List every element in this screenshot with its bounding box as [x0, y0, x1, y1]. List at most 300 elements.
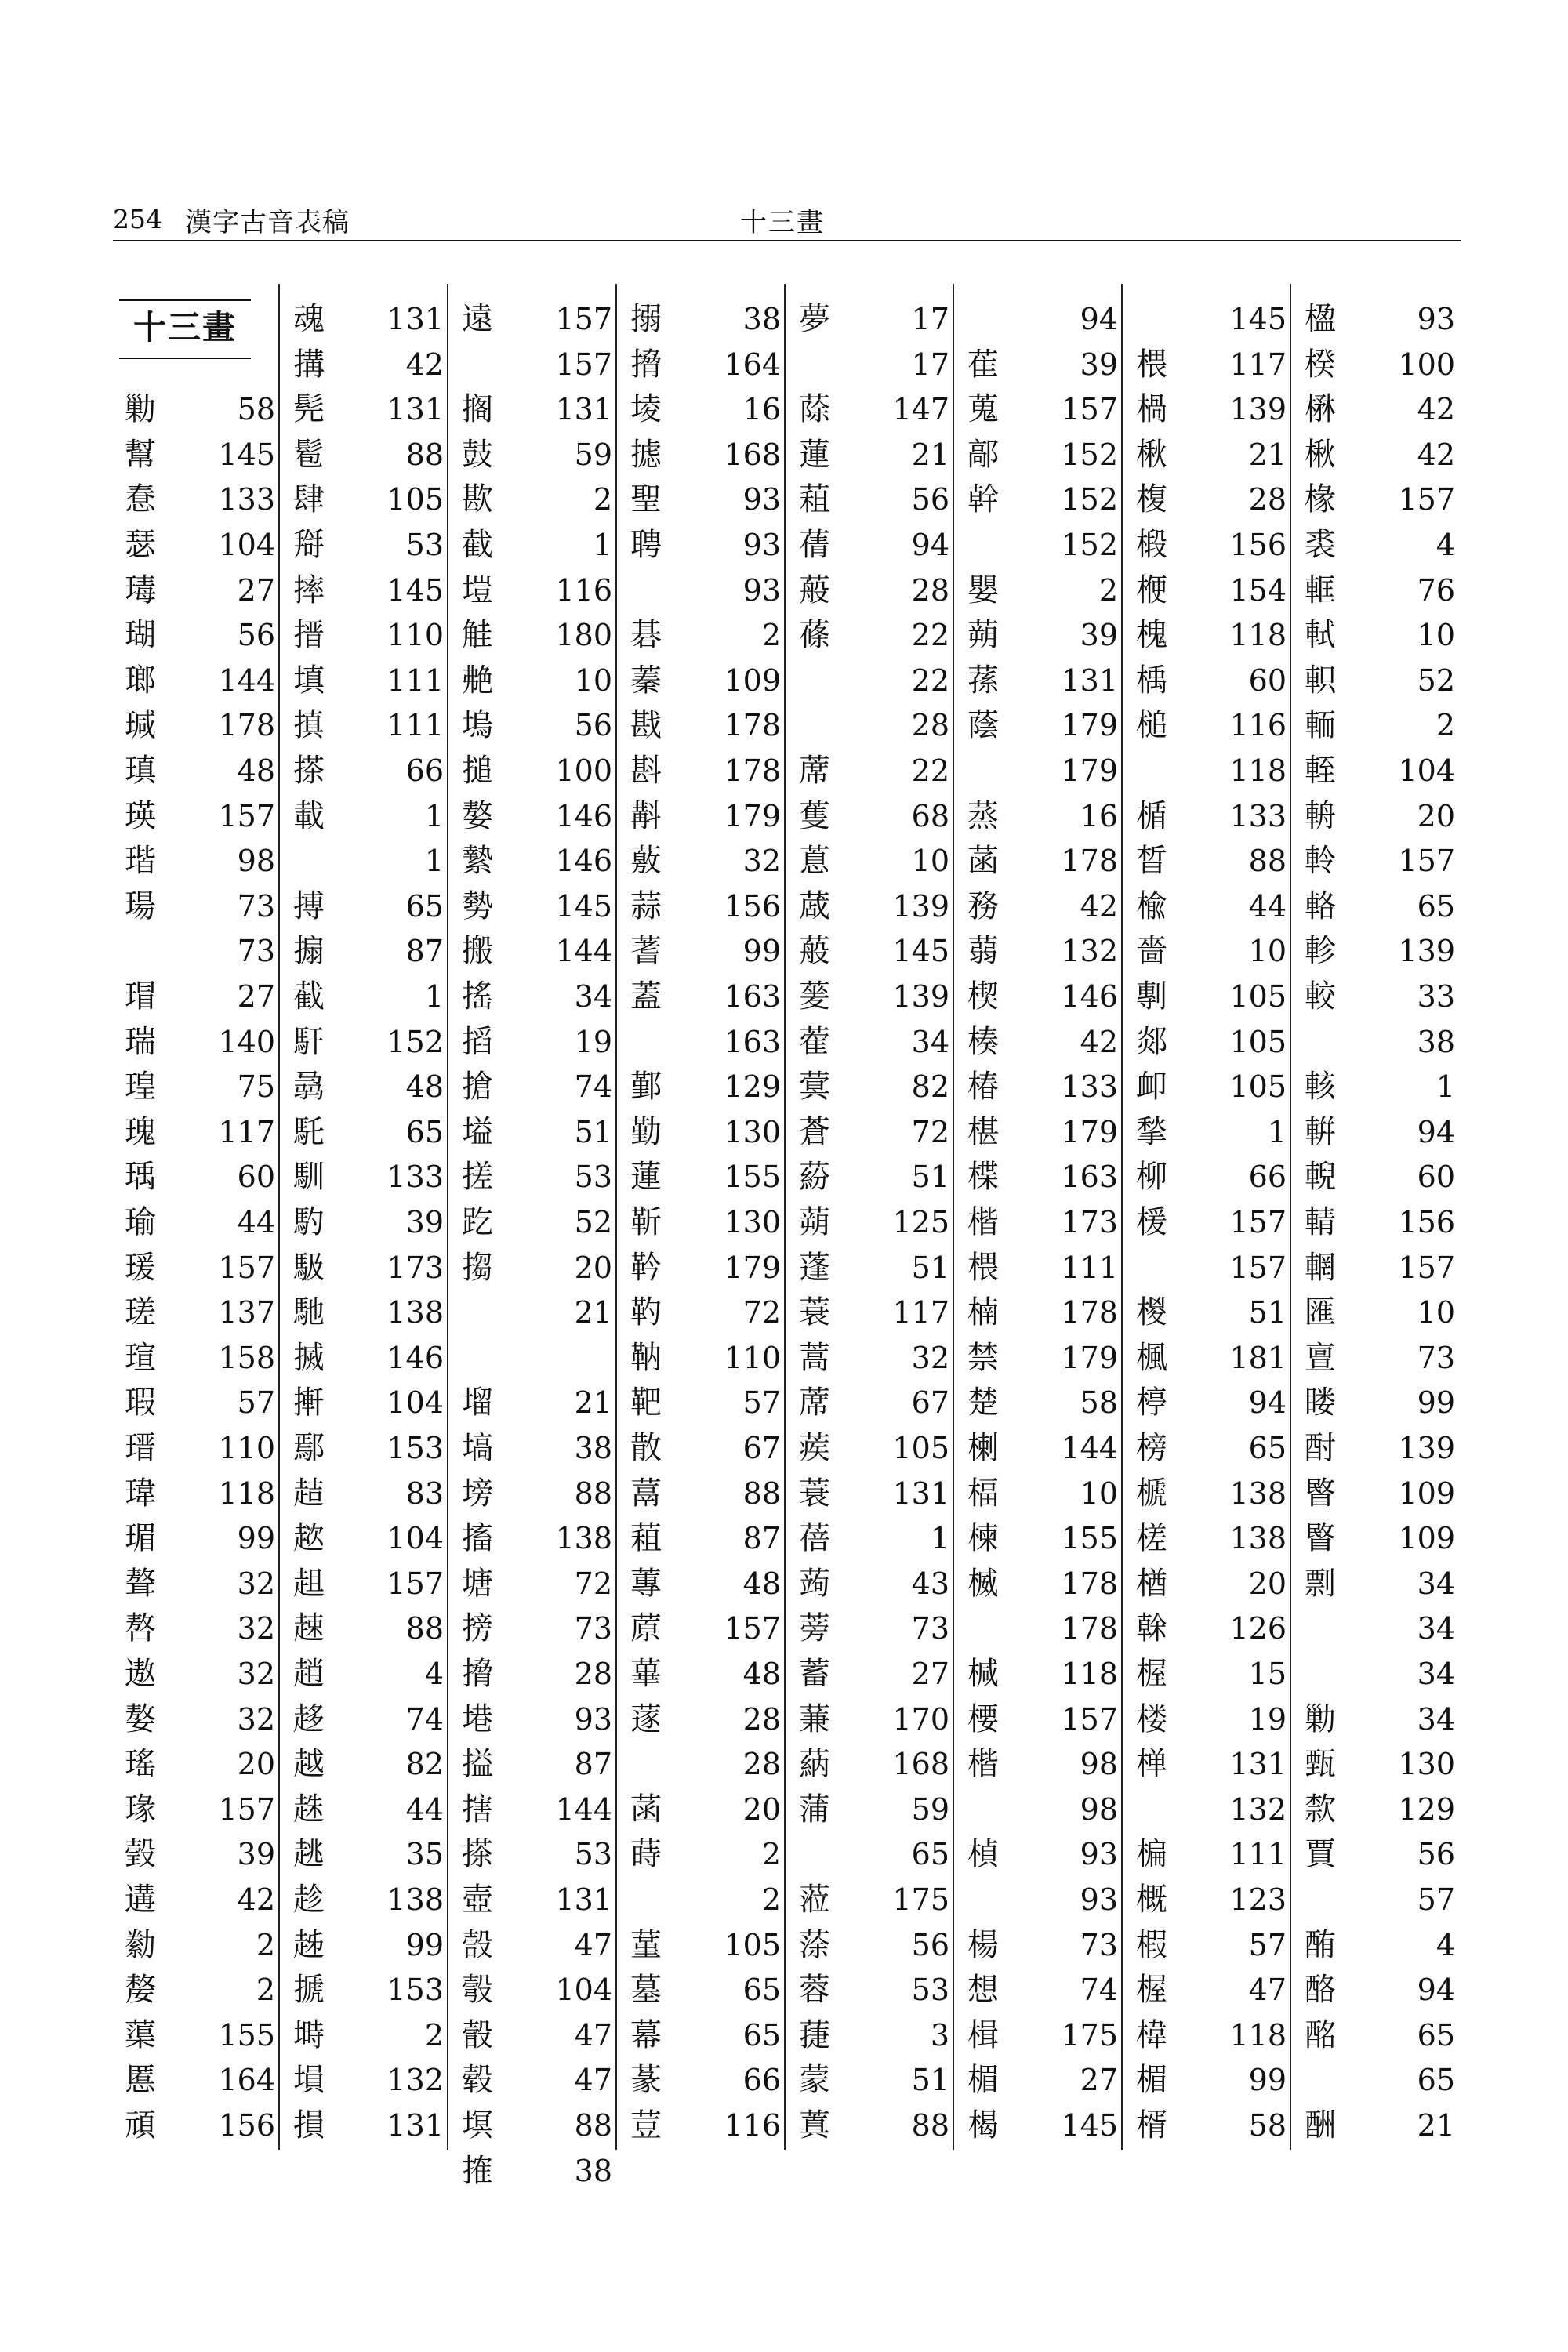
entry-page-number: 111	[1061, 1250, 1118, 1285]
index-entry	[1293, 2013, 1461, 2058]
entry-page-number: 104	[1398, 753, 1455, 788]
index-entry	[1124, 1200, 1293, 1245]
entry-character: 較	[1305, 978, 1336, 1014]
entry-page-number: 117	[892, 1295, 949, 1330]
index-entry	[281, 1290, 450, 1335]
index-entry	[281, 793, 450, 839]
index-entry	[787, 974, 956, 1019]
index-entry	[619, 1515, 787, 1561]
entry-page-number: 28	[742, 1747, 781, 1782]
entry-page-number: 146	[1061, 979, 1118, 1014]
entry-character: 睯	[1305, 1475, 1336, 1512]
index-entry	[113, 1064, 281, 1109]
entry-character: 楔	[967, 978, 999, 1014]
index-entry	[281, 1787, 450, 1832]
entry-character: 搳	[462, 1791, 493, 1828]
entry-character: 惷	[125, 481, 156, 518]
index-entry	[619, 1922, 787, 1968]
entry-page-number: 131	[555, 1882, 612, 1917]
index-entry	[281, 1200, 450, 1245]
entry-page-number: 65	[405, 888, 444, 924]
index-entry	[1293, 522, 1461, 568]
index-entry	[619, 568, 787, 613]
entry-page-number: 2	[424, 2017, 444, 2053]
index-entry	[787, 838, 956, 884]
index-entry	[787, 1064, 956, 1109]
entry-character: 椹	[967, 1113, 999, 1150]
index-entry	[1124, 1425, 1293, 1471]
entry-character: 蔭	[967, 707, 999, 744]
entry-page-number: 58	[1248, 2108, 1287, 2143]
index-entry	[1293, 296, 1461, 342]
entry-page-number: 157	[1398, 844, 1455, 879]
entry-character: 搢	[293, 617, 325, 654]
entry-page-number: 57	[1248, 1927, 1287, 1962]
entry-character: 槌	[1136, 707, 1167, 744]
index-entry	[450, 1200, 619, 1245]
entry-character: 楯	[1136, 797, 1167, 834]
index-entry	[113, 387, 281, 432]
entry-page-number: 110	[387, 618, 444, 653]
entry-character: 塓	[462, 2107, 493, 2143]
entry-page-number: 100	[555, 753, 612, 788]
entry-page-number: 34	[1417, 1657, 1455, 1691]
entry-page-number: 157	[555, 347, 612, 382]
entry-page-number: 144	[555, 934, 612, 969]
entry-character: 輧	[1305, 1113, 1336, 1150]
entry-character: 菡	[630, 1791, 662, 1828]
entry-character: 彀	[462, 1972, 493, 2009]
entry-page-number: 56	[237, 618, 275, 653]
entry-page-number: 48	[742, 1566, 781, 1601]
entry-character: 椶	[1136, 1294, 1167, 1331]
index-entry	[1124, 1697, 1293, 1742]
entry-character: 楷	[967, 1746, 999, 1783]
entry-character: 蓂	[799, 1069, 830, 1105]
entry-character: 遠	[462, 301, 493, 337]
entry-character: 楣	[1136, 2062, 1167, 2099]
entry-page-number: 131	[555, 392, 612, 427]
entry-page-number: 34	[1417, 1566, 1455, 1601]
entry-character: 艴	[462, 662, 493, 699]
entry-page-number: 27	[1080, 2063, 1118, 2098]
entry-character: 聘	[630, 527, 662, 563]
index-entry	[619, 342, 787, 387]
entry-character: 搁	[462, 391, 493, 428]
entry-page-number: 110	[724, 1340, 781, 1375]
entry-character: 楇	[1136, 391, 1167, 428]
entry-character: 遨	[125, 1656, 156, 1692]
entry-page-number: 118	[1229, 753, 1287, 788]
entry-character: 瑕	[125, 1385, 156, 1421]
index-entry	[787, 2057, 956, 2103]
index-entry	[113, 1606, 281, 1651]
index-entry	[787, 522, 956, 568]
entry-character: 瑒	[125, 887, 156, 924]
entry-character: 斟	[630, 753, 662, 789]
entry-page-number: 83	[405, 1475, 444, 1511]
entry-page-number: 27	[911, 1657, 949, 1691]
entry-character: 嫯	[125, 1700, 156, 1737]
entry-character: 搽	[293, 753, 325, 789]
index-entry	[450, 2057, 619, 2103]
index-entry	[113, 1154, 281, 1200]
entry-page-number: 155	[1061, 1521, 1118, 1556]
index-entry	[281, 1471, 450, 1516]
entry-page-number: 123	[1229, 1882, 1287, 1917]
entry-character: 嫠	[125, 1972, 156, 2009]
entry-page-number: 20	[1417, 798, 1455, 833]
entry-character: 蓉	[799, 1972, 830, 2009]
index-entry	[787, 342, 956, 387]
index-entry	[281, 1064, 450, 1109]
entry-page-number: 15	[1248, 1657, 1287, 1691]
index-entry	[113, 1471, 281, 1516]
index-entry	[619, 612, 787, 658]
entry-page-number: 130	[1398, 1747, 1455, 1782]
entry-character: 搚	[462, 1656, 493, 1692]
index-entry	[1124, 1606, 1293, 1651]
entry-character: 蒠	[799, 843, 830, 880]
entry-character: 髡	[293, 391, 325, 428]
entry-page-number: 4	[1436, 1927, 1455, 1962]
entry-character: 楚	[967, 1385, 999, 1421]
entry-character: 蒲	[799, 1791, 830, 1828]
entry-page-number: 152	[387, 1024, 444, 1059]
entry-character: 蒸	[967, 797, 999, 834]
entry-character: 蒩	[799, 481, 830, 518]
entry-page-number: 179	[1061, 1340, 1118, 1375]
index-entry	[956, 2057, 1124, 2103]
entry-character: 搖	[462, 978, 493, 1014]
entry-page-number: 44	[1248, 888, 1287, 924]
entry-character: 榹	[1136, 1475, 1167, 1512]
index-entry	[113, 1741, 281, 1787]
entry-character: 搽	[462, 1836, 493, 1873]
entry-character: 嗀	[462, 1926, 493, 1963]
index-entry	[1293, 793, 1461, 839]
index-entry	[956, 1651, 1124, 1697]
entry-character: 摔	[293, 572, 325, 608]
entry-character: 蓋	[630, 978, 662, 1014]
index-entry	[619, 1471, 787, 1516]
index-entry	[956, 568, 1124, 613]
entry-character: 搟	[293, 1385, 325, 1421]
entry-page-number: 3	[930, 2017, 949, 2053]
entry-page-number: 22	[911, 618, 949, 653]
index-entry	[1124, 1471, 1293, 1516]
entry-page-number: 82	[911, 1069, 949, 1105]
entry-page-number: 157	[1229, 1205, 1287, 1240]
index-entry	[1124, 838, 1293, 884]
index-entry	[1124, 658, 1293, 703]
index-entry	[1124, 1380, 1293, 1425]
entry-character: 塝	[462, 1475, 493, 1512]
entry-page-number: 34	[1417, 1611, 1455, 1646]
entry-page-number: 59	[911, 1791, 949, 1827]
entry-character: 瑄	[125, 1339, 156, 1376]
index-entry	[113, 1967, 281, 2013]
entry-page-number: 153	[387, 1431, 444, 1465]
entry-page-number: 21	[1417, 2108, 1455, 2143]
entry-page-number: 20	[237, 1747, 275, 1782]
index-entry	[1293, 477, 1461, 522]
entry-page-number: 93	[742, 482, 781, 517]
entry-page-number: 74	[574, 1069, 612, 1105]
index-entry	[113, 1019, 281, 1065]
entry-page-number: 52	[1417, 662, 1455, 698]
entry-page-number: 88	[1248, 844, 1287, 879]
entry-character: 荳	[630, 2107, 662, 2143]
entry-page-number: 154	[1229, 572, 1287, 608]
index-entry	[1293, 1787, 1461, 1832]
index-entry	[1124, 974, 1293, 1019]
index-entry	[450, 1154, 619, 1200]
entry-page-number: 20	[742, 1791, 781, 1827]
index-entry	[1293, 1651, 1461, 1697]
entry-character: 楲	[967, 1565, 999, 1602]
entry-character: 概	[1136, 1882, 1167, 1918]
index-entry	[619, 974, 787, 1019]
entry-character: 塢	[462, 707, 493, 744]
index-entry	[1293, 1606, 1461, 1651]
index-entry	[113, 1380, 281, 1425]
entry-page-number: 131	[387, 302, 444, 336]
index-entry	[956, 2103, 1124, 2148]
entry-character: 髱	[293, 436, 325, 473]
index-entry	[619, 748, 787, 793]
entry-character: 頑	[125, 2107, 156, 2143]
entry-page-number: 73	[911, 1611, 949, 1646]
entry-character: 肆	[293, 481, 325, 518]
entry-character: 蒙	[799, 2062, 830, 2099]
index-entry	[1293, 748, 1461, 793]
entry-character: 趙	[293, 1656, 325, 1692]
entry-page-number: 145	[1061, 2108, 1118, 2143]
entry-character: 楢	[1136, 1565, 1167, 1602]
index-entry	[281, 1109, 450, 1155]
index-entry	[450, 1109, 619, 1155]
entry-character: 趀	[293, 1926, 325, 1963]
entry-page-number: 42	[1080, 1024, 1118, 1059]
entry-character: 勦	[1305, 1700, 1336, 1737]
entry-character: 塤	[293, 2062, 325, 2099]
entry-page-number: 155	[724, 1160, 781, 1195]
entry-character: 趚	[293, 1610, 325, 1647]
index-entry	[1293, 1697, 1461, 1742]
entry-character: 靲	[630, 1249, 662, 1286]
entry-character: 剽	[1305, 1565, 1336, 1602]
entry-character: 蒹	[799, 1700, 830, 1737]
index-entry	[956, 1515, 1124, 1561]
index-entry	[1293, 884, 1461, 929]
index-entry	[450, 387, 619, 432]
entry-character: 蒰	[799, 933, 830, 970]
entry-character: 搆	[293, 346, 325, 383]
entry-character: 趑	[293, 1520, 325, 1557]
entry-page-number: 59	[574, 437, 612, 472]
index-entry	[787, 1380, 956, 1425]
entry-character: 瑗	[125, 1249, 156, 1286]
index-entry	[956, 1290, 1124, 1335]
entry-page-number: 88	[405, 437, 444, 472]
entry-page-number: 157	[387, 1566, 444, 1601]
index-entry	[1293, 2103, 1461, 2148]
index-entry	[1124, 1831, 1293, 1877]
entry-character: 楊	[967, 1926, 999, 1963]
index-entry	[113, 928, 281, 974]
index-entry	[1124, 2057, 1293, 2103]
entry-page-number: 65	[1417, 2063, 1455, 2098]
entry-character: 楆	[967, 1700, 999, 1737]
entry-page-number: 139	[892, 979, 949, 1014]
entry-page-number: 133	[387, 1160, 444, 1195]
entry-page-number: 178	[1061, 844, 1118, 879]
entry-character: 趁	[293, 1882, 325, 1918]
entry-character: 瑇	[125, 572, 156, 608]
column-divider	[1121, 284, 1123, 2150]
entry-character: 蓑	[799, 1475, 830, 1512]
entry-character: 瑤	[125, 1746, 156, 1783]
entry-page-number: 118	[1061, 1657, 1118, 1691]
entry-page-number: 98	[1080, 1791, 1118, 1827]
index-entry	[113, 884, 281, 929]
entry-character: 蒢	[799, 391, 830, 428]
entry-character: 嫯	[462, 797, 493, 834]
entry-page-number: 138	[387, 1882, 444, 1917]
index-entry	[450, 1290, 619, 1335]
entry-page-number: 22	[911, 662, 949, 698]
index-entry	[1293, 974, 1461, 1019]
entry-page-number: 19	[574, 1024, 612, 1059]
index-entry	[787, 387, 956, 432]
entry-character: 蒡	[799, 1610, 830, 1647]
entry-page-number: 104	[555, 1973, 612, 2008]
entry-character: 瑰	[125, 1113, 156, 1150]
index-entry	[281, 1019, 450, 1065]
index-entry	[619, 477, 787, 522]
entry-page-number: 130	[724, 1114, 781, 1149]
index-entry	[281, 1697, 450, 1742]
entry-page-number: 93	[1417, 302, 1455, 336]
entry-character: 蓌	[799, 978, 830, 1014]
entry-page-number: 118	[218, 1475, 275, 1511]
entry-page-number: 67	[911, 1385, 949, 1421]
index-entry	[1293, 1922, 1461, 1968]
entry-page-number: 145	[892, 934, 949, 969]
header-rule	[113, 240, 1461, 241]
index-entry	[619, 387, 787, 432]
index-entry	[1293, 1831, 1461, 1877]
entry-character: 蒟	[799, 1565, 830, 1602]
index-entry	[1293, 1741, 1461, 1787]
entry-page-number: 178	[724, 753, 781, 788]
index-entry	[787, 1922, 956, 1968]
index-entry	[1293, 1515, 1461, 1561]
entry-character: 裘	[1305, 527, 1336, 563]
index-entry	[956, 477, 1124, 522]
index-entry	[113, 1561, 281, 1606]
index-entry	[281, 387, 450, 432]
index-entry	[1124, 1290, 1293, 1335]
index-entry	[281, 884, 450, 929]
entry-page-number: 2	[761, 1837, 781, 1872]
index-entry	[619, 702, 787, 748]
index-column	[1293, 284, 1461, 2150]
entry-page-number: 52	[574, 1205, 612, 1240]
index-entry	[450, 2013, 619, 2058]
entry-character: 楟	[1136, 1385, 1167, 1421]
entry-page-number: 10	[1417, 618, 1455, 653]
entry-page-number: 100	[1398, 347, 1455, 382]
entry-character: 嬰	[967, 572, 999, 608]
entry-character: 蒤	[799, 1926, 830, 1963]
entry-character: 摅	[630, 436, 662, 473]
entry-page-number: 51	[911, 2063, 949, 2098]
entry-character: 蒜	[630, 887, 662, 924]
entry-page-number: 146	[555, 844, 612, 879]
index-entry	[450, 702, 619, 748]
index-entry	[787, 1606, 956, 1651]
entry-page-number: 17	[911, 347, 949, 382]
index-entry	[450, 1471, 619, 1516]
entry-page-number: 58	[237, 392, 275, 427]
entry-character: 蒞	[799, 1882, 830, 1918]
entry-character: 幫	[125, 436, 156, 473]
entry-character: 縶	[462, 843, 493, 880]
entry-page-number: 139	[892, 888, 949, 924]
index-entry	[1124, 432, 1293, 477]
entry-page-number: 99	[742, 934, 781, 969]
entry-page-number: 82	[405, 1747, 444, 1782]
entry-page-number: 65	[742, 2017, 781, 2053]
index-entry	[956, 522, 1124, 568]
entry-page-number: 32	[237, 1611, 275, 1646]
index-entry	[450, 2103, 619, 2148]
index-entry	[113, 1515, 281, 1561]
entry-page-number: 99	[1417, 1385, 1455, 1421]
entry-character: 搓	[462, 1159, 493, 1196]
entry-character: 塧	[462, 1113, 493, 1150]
entry-page-number: 28	[1248, 482, 1287, 517]
entry-page-number: 21	[574, 1295, 612, 1330]
index-entry	[281, 522, 450, 568]
index-entry	[1293, 387, 1461, 432]
entry-page-number: 16	[742, 392, 781, 427]
entry-page-number: 56	[911, 1927, 949, 1962]
index-entry	[956, 612, 1124, 658]
entry-page-number: 42	[237, 1882, 275, 1917]
index-entry	[619, 838, 787, 884]
entry-character: 蓬	[799, 1249, 830, 1286]
entry-character: 幕	[630, 2016, 662, 2053]
entry-page-number: 109	[1398, 1521, 1455, 1556]
index-entry	[281, 1335, 450, 1381]
entry-page-number: 157	[1398, 482, 1455, 517]
index-entry	[956, 884, 1124, 929]
entry-page-number: 65	[911, 1837, 949, 1872]
index-entry	[281, 568, 450, 613]
index-entry	[281, 2057, 450, 2103]
entry-character: 搣	[293, 1339, 325, 1376]
index-entry	[787, 1154, 956, 1200]
entry-character: 楅	[967, 1475, 999, 1512]
entry-page-number: 35	[405, 1837, 444, 1872]
entry-page-number: 72	[911, 1114, 949, 1149]
entry-page-number: 51	[911, 1250, 949, 1285]
entry-character: 毂	[462, 2062, 493, 2099]
entry-page-number: 157	[1061, 392, 1118, 427]
